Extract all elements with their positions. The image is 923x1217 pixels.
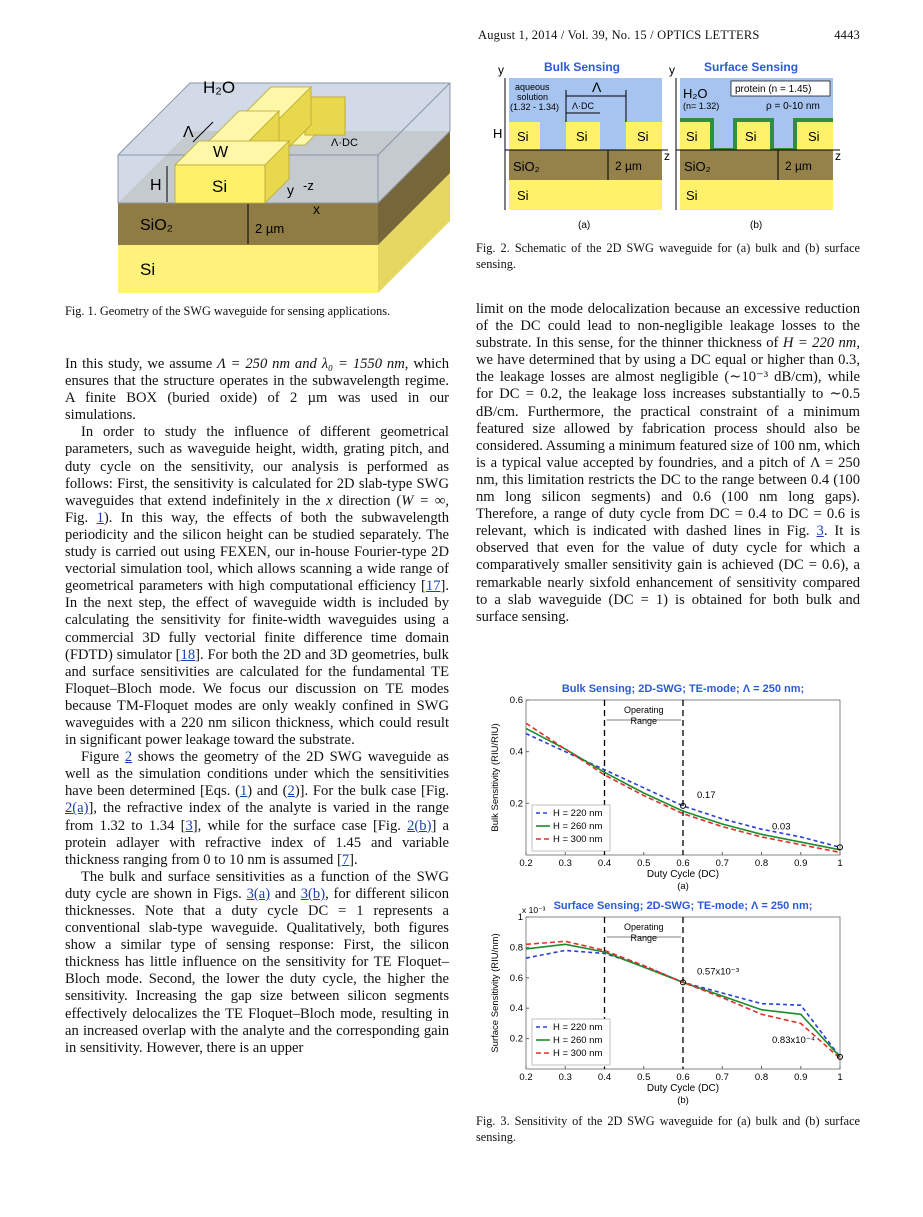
fig2a-sio2: SiO₂ — [513, 159, 540, 174]
ref-17-link[interactable]: 17 — [425, 578, 441, 595]
x-tick-label: 0.3 — [558, 1072, 572, 1083]
y-axis-label: Bulk Sensitivity (RIU/RIU) — [490, 723, 501, 832]
x-tick-label: 0.9 — [794, 1072, 808, 1083]
x-tick-label: 0.2 — [519, 858, 533, 869]
fig2b-z: z — [835, 149, 841, 163]
ref-fig2a-link[interactable]: 2(a) — [65, 800, 89, 817]
fig1-box: 2 µm — [255, 221, 285, 236]
annotation-label: 0.03 — [772, 821, 791, 833]
fig2a-h: H — [493, 126, 503, 141]
x-tick-label: 0.9 — [794, 858, 808, 869]
fig3b-chart — [484, 897, 860, 1110]
panel-label: (a) — [677, 881, 689, 892]
legend-label: H = 300 nm — [553, 1048, 603, 1059]
fig2a-aqueous: aqueous — [515, 82, 550, 92]
running-header — [478, 28, 860, 43]
fig1-si-core: Si — [212, 177, 228, 196]
annotation-label: 0.83x10⁻⁴ — [772, 1034, 815, 1046]
ref-fig3a-link[interactable]: 3(a) — [246, 885, 271, 902]
x-tick-label: 0.6 — [676, 1072, 690, 1083]
fig2b — [669, 60, 841, 231]
fig2a-box: 2 µm — [615, 159, 642, 173]
ref-7-link[interactable]: 7 — [341, 851, 350, 868]
x-axis-label: Duty Cycle (DC) — [646, 869, 720, 880]
operating-label: Range — [630, 933, 658, 943]
fig1-lambda: Λ — [183, 124, 194, 141]
fig2a-y: y — [498, 63, 504, 77]
x-tick-label: 0.4 — [597, 1072, 612, 1083]
fig2a-sub: Si — [517, 188, 529, 203]
fig2a-dc: Λ·DC — [572, 101, 595, 111]
fig2a-lambda: Λ — [592, 79, 602, 95]
y-axis-label: Surface Sensitivity (RIU/nm) — [490, 933, 501, 1053]
paragraph-1: In this study, we assume Λ = 250 nm and λ₀ = 1550 nm, which ensures that the structure operates in the subwavelength regime. A finite BOX (buried oxide) of 2 µm was used in our simulations. — [65, 356, 449, 424]
fig2a-si1: Si — [517, 129, 529, 144]
x-tick-label: 0.7 — [715, 858, 729, 869]
ref-fig2-link[interactable]: 2 — [124, 749, 133, 766]
fig2b-h2o: H₂O — [683, 86, 708, 101]
fig2a-range: (1.32 - 1.34) — [510, 102, 560, 112]
left-column — [65, 356, 449, 1057]
panel-label: (b) — [677, 1095, 689, 1106]
y-tick-label: 0.6 — [509, 972, 523, 984]
fig1-si-substrate: Si — [140, 260, 156, 279]
fig1-caption: Fig. 1. Geometry of the SWG waveguide for sensing applications. — [65, 304, 391, 318]
fig2a-z: z — [664, 149, 670, 163]
paragraph-2: In order to study the influence of different geometrical parameters, such as waveguide height, width, grating pitch, and duty cycle on the sensitivity, our analysis is performed as follows: First, the sensitivity is calculated for 2D slab-type SWG waveguides that extend indefinitely in the x direction (W = ∞, Fig. 1). In this way, the effects of both the subwavelength periodicity and the silicon height can be studied separately. The study is carried out using FEXEN, our in-house Fourier-type 2D vectorial simulation tool, which allows scanning a wide range of geometrical parameters with high computational efficiency [17]. In the next step, the effect of waveguide width is included by calculating the sensitivity for finite-width waveguides using a commercial 3D fully vectorial finite difference time domain (FDTD) simulator [18]. For both the 2D and 3D geometries, bulk and surface sensitivities are calculated for the fundamental TE Floquet–Bloch mode. We focus our discussion on TE modes because TM-Floquet modes are only weakly confined in SWG waveguides with a 220 nm silicon thickness, which could result in significant power leakage toward the substrate. — [65, 424, 449, 749]
fig2a-label: (a) — [578, 220, 591, 231]
operating-label: Operating — [623, 922, 664, 932]
fig2b-sub: Si — [686, 188, 698, 203]
fig2b-si2: Si — [745, 129, 757, 144]
x-tick-label: 0.5 — [637, 1072, 651, 1083]
fig2b-title: Surface Sensing — [704, 60, 799, 74]
chart-title: Bulk Sensing; 2D-SWG; TE-mode; Λ = 250 nm; — [561, 683, 805, 695]
x-tick-label: 0.7 — [715, 1072, 729, 1083]
operating-label: Operating — [623, 705, 664, 715]
fig1-w: W — [213, 144, 229, 161]
fig1-sio2: SiO₂ — [140, 217, 173, 234]
fig1-dc: Λ·DC — [331, 137, 358, 149]
fig3-caption: Fig. 3. Sensitivity of the 2D SWG waveguide for (a) bulk and (b) surface sensing. — [476, 1114, 860, 1144]
x-tick-label: 0.8 — [754, 1072, 769, 1083]
fig2b-si1: Si — [686, 129, 698, 144]
legend-label: H = 220 nm — [553, 1022, 603, 1033]
fig2b-si3: Si — [808, 129, 820, 144]
ref-fig3-link[interactable]: 3 — [816, 523, 824, 540]
fig2a-title: Bulk Sensing — [544, 60, 621, 74]
y-tick-label: 0.8 — [509, 942, 523, 954]
y-tick-label: 0.2 — [509, 798, 523, 810]
journal-info: August 1, 2014 / Vol. 39, No. 15 / OPTICS LETTERS — [478, 28, 760, 42]
y-tick-label: 0.4 — [509, 1003, 523, 1015]
x-tick-label: 0.4 — [597, 858, 612, 869]
x-tick-label: 0.8 — [754, 858, 769, 869]
paragraph-4: The bulk and surface sensitivities as a function of the SWG duty cycle are shown in Figs. 3(a) and 3(b), for different silicon thicknesses. Note that a duty cycle DC = 1 represents a conventional slab-type waveguide. Qualitatively, both figures show a similar type of sensing response: First, the silicon thickness has little influence on the sensitivity for TE Floquet–Bloch mode. Second, the lower the duty cycle, the higher the sensitivity. Increasing the gap size between silicon segments effectively delocalizes the TE Floquet–Bloch mode, resulting in an increased overlap with the analyte and the corresponding gain in sensitivity. However, there is an upper — [65, 868, 449, 1056]
fig1-axis-z: -z — [303, 178, 314, 193]
fig1-axis-y: y — [287, 182, 294, 198]
fig2b-label: (b) — [750, 220, 763, 231]
annotation-label: 0.17 — [697, 789, 716, 801]
fig2b-protein: protein (n = 1.45) — [735, 84, 812, 95]
x-tick-label: 0.5 — [637, 858, 651, 869]
legend-label: H = 220 nm — [553, 808, 603, 819]
y-tick-label: 0.2 — [509, 1033, 523, 1045]
fig1-h: H — [150, 177, 162, 194]
x-axis-label: Duty Cycle (DC) — [646, 1083, 720, 1094]
x-tick-label: 1 — [837, 1072, 843, 1083]
y-tick-label: 1 — [517, 912, 523, 923]
fig2a-solution: solution — [517, 92, 549, 102]
operating-label: Range — [630, 716, 658, 726]
fig2a — [493, 60, 670, 231]
y-tick-label: 0.6 — [509, 695, 523, 706]
paragraph-3: Figure 2 shows the geometry of the 2D SWG waveguide as well as the simulation conditions under which the sensitivities have been determined [Eqs. (1) and (2)]. For the bulk case [Fig. 2(a)], the refractive index of the analyte is varied in the range from 1.32 to 1.34 [3], while for the surface case [Fig. 2(b)] a protein adlayer with refractive index of 1.45 and variable thickness ranging from 0 to 10 nm is assumed [7]. — [65, 749, 449, 868]
x-tick-label: 1 — [837, 858, 843, 869]
fig2a-si3: Si — [637, 129, 649, 144]
ref-eq1-link[interactable]: 1 — [239, 783, 248, 800]
paragraph-5: limit on the mode delocalization because an excessive reduction of the DC could lead to non-negligible leakage losses to the substrate. In this sense, for the thinner thickness of H = 220 nm, we have determined that by using a DC equal or higher than 0.3, the leakage losses are almost negligible (∼10⁻³ dB/cm), while for DC = 0.2, the leakage loss increases substantially to ∼0.5 dB/cm. Furthermore, the practical constraint of a minimum featured size allowed by fabrication process should also be considered. Assuming a minimum featured size of 100 nm, which is a typical value accepted by foundries, and a pitch of Λ = 250 nm, this limitation restricts the DC to the range between 0.4 (100 nm long silicon segments) and 0.6 (100 nm long gaps). Therefore, a range of duty cycle from DC = 0.4 to DC = 0.6 is relevant, which is indicated with dashed lines in Fig. 3. It is observed that even for the value of duty cycle for which a comparatively smaller sensitivity gain is achieved (DC = 0.6), a remarkable nearly sixfold enhancement of sensitivity compared to a slab waveguide (DC = 1) is obtained for both bulk and surface sensing. — [476, 301, 861, 625]
ref-fig2b-link[interactable]: 2(b) — [407, 817, 432, 834]
ref-fig1-link[interactable]: 1 — [96, 509, 104, 526]
x-tick-label: 0.2 — [519, 1072, 533, 1083]
right-column — [476, 301, 860, 626]
legend-label: H = 260 nm — [553, 1035, 603, 1046]
fig2a-si2: Si — [576, 129, 588, 144]
fig1-axis-x: x — [313, 201, 320, 217]
legend-label: H = 300 nm — [553, 834, 603, 845]
figure-1 — [115, 70, 453, 295]
fig1-h2o: H₂O — [203, 78, 236, 97]
annotation-label: 0.57x10⁻³ — [697, 966, 739, 978]
legend-label: H = 260 nm — [553, 821, 603, 832]
fig2b-sio2: SiO₂ — [684, 159, 711, 174]
fig2b-y: y — [669, 63, 675, 77]
ref-eq2-link[interactable]: 2 — [287, 783, 295, 800]
fig2b-n: (n= 1.32) — [683, 101, 720, 111]
ref-3-link[interactable]: 3 — [185, 817, 193, 834]
fig3a-chart — [484, 680, 860, 895]
ref-18-link[interactable]: 18 — [180, 646, 196, 663]
figure-2 — [488, 58, 860, 233]
chart-title: Surface Sensing; 2D-SWG; TE-mode; Λ = 250 nm; — [553, 900, 813, 912]
page-number: 4443 — [834, 28, 860, 42]
ref-fig3b-link[interactable]: 3(b) — [300, 885, 326, 902]
fig2b-box: 2 µm — [785, 159, 812, 173]
x-tick-label: 0.3 — [558, 858, 572, 869]
fig2-caption: Fig. 2. Schematic of the 2D SWG waveguide for (a) bulk and (b) surface sensing. — [476, 241, 860, 271]
x-tick-label: 0.6 — [676, 858, 690, 869]
fig2b-rho: ρ = 0-10 nm — [766, 101, 820, 112]
y-tick-label: 0.4 — [509, 746, 523, 758]
y-multiplier: x 10⁻³ — [522, 905, 546, 915]
